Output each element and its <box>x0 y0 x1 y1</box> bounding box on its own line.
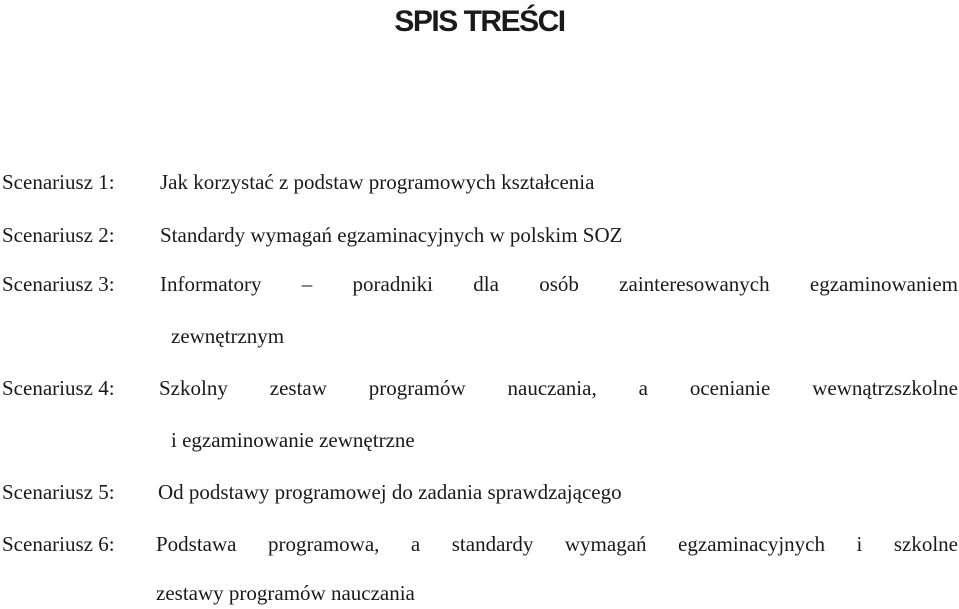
toc-entry-title: Szkolny zestaw programów nauczania, a ocenianie wewnątrzszkolne <box>159 376 958 400</box>
toc-entry-title: Podstawa programowa, a standardy wymagań egzaminacyjnych i szkolne <box>156 532 958 556</box>
toc-entry-3[interactable] <box>2 271 959 297</box>
toc-entry-label: Scenariusz 1: <box>2 170 115 194</box>
toc-entry-continuation: i egzaminowanie zewnętrzne <box>171 428 415 452</box>
page-title: SPIS TREŚCI <box>394 5 565 38</box>
toc-entry-1[interactable] <box>2 169 959 195</box>
toc-entry-label: Scenariusz 4: <box>2 376 115 400</box>
toc-entry-2[interactable] <box>2 222 959 248</box>
toc-entry-6[interactable] <box>2 531 959 557</box>
toc-entry-label: Scenariusz 5: <box>2 480 115 504</box>
toc-entry-title: Jak korzystać z podstaw programowych kształcenia <box>160 170 595 194</box>
toc-entry-label: Scenariusz 3: <box>2 272 115 296</box>
toc-entry-5[interactable] <box>2 479 959 505</box>
toc-entry-title: Standardy wymagań egzaminacyjnych w polskim SOZ <box>160 223 623 247</box>
toc-entry-4[interactable] <box>2 375 959 401</box>
toc-entry-label: Scenariusz 6: <box>2 532 115 556</box>
toc-entry-label: Scenariusz 2: <box>2 223 115 247</box>
toc-entry-continuation: zestawy programów nauczania <box>156 581 415 605</box>
toc-entry-title: Od podstawy programowej do zadania sprawdzającego <box>158 480 622 504</box>
toc-entry-title: Informatory – poradniki dla osób zainteresowanych egzaminowaniem <box>160 272 958 296</box>
toc-entry-continuation: zewnętrznym <box>171 324 285 348</box>
